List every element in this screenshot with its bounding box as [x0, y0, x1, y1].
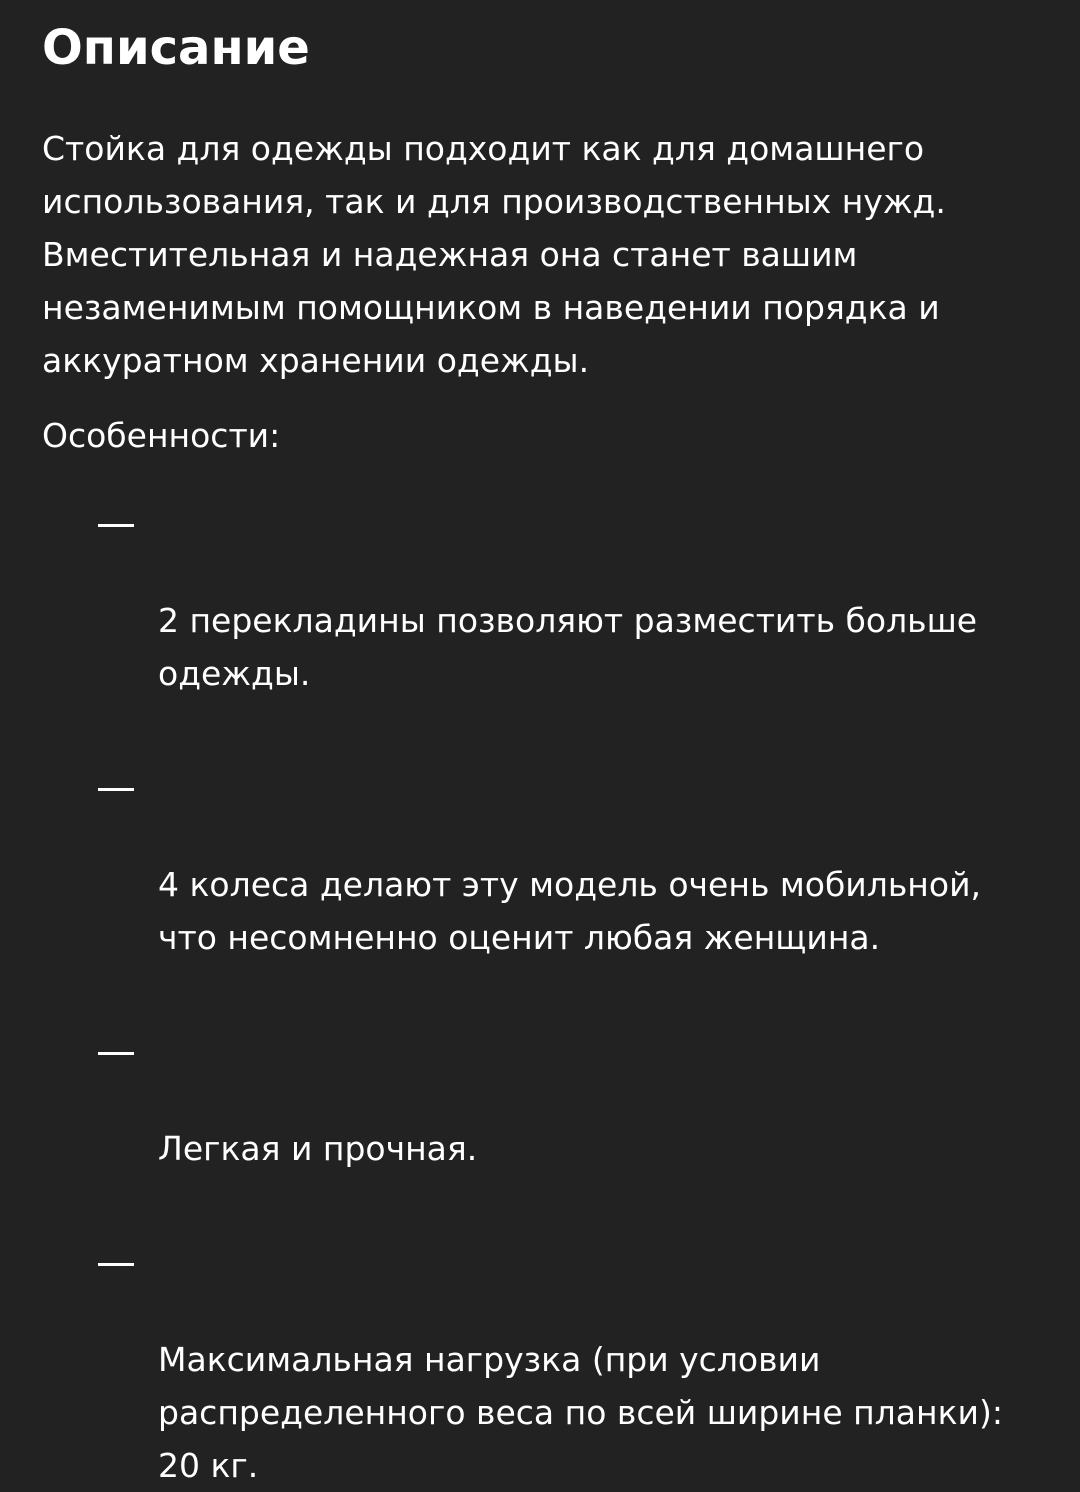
feature-item — [42, 1016, 1038, 1175]
features-heading: Особенности: — [42, 416, 281, 455]
feature-text: Легкая и прочная. — [158, 1129, 478, 1168]
feature-item — [42, 1227, 1038, 1492]
feature-text: Максимальная нагрузка (при условии распределенного веса по всей ширине планки): 20 кг. — [158, 1340, 1003, 1485]
section-title: Описание — [42, 20, 310, 76]
feature-item — [42, 488, 1038, 700]
features-list — [42, 488, 1038, 1492]
feature-text: 4 колеса делают эту модель очень мобильной, что несомненно оценит любая женщина. — [158, 865, 982, 957]
dash-bullet-icon — [98, 1016, 138, 1069]
feature-item — [42, 752, 1038, 964]
dash-bullet-icon — [98, 1227, 138, 1280]
dash-bullet-icon — [98, 752, 138, 805]
dash-bullet-icon — [98, 488, 138, 541]
feature-text: 2 перекладины позволяют разместить больше одежды. — [158, 601, 978, 693]
description-text: Стойка для одежды подходит как для домашнего использования, так и для производственных нужд. Вместительная и надежная она станет вашим незаменимым помощником в наведении порядка и аккуратном хранении одежды. — [42, 129, 946, 380]
